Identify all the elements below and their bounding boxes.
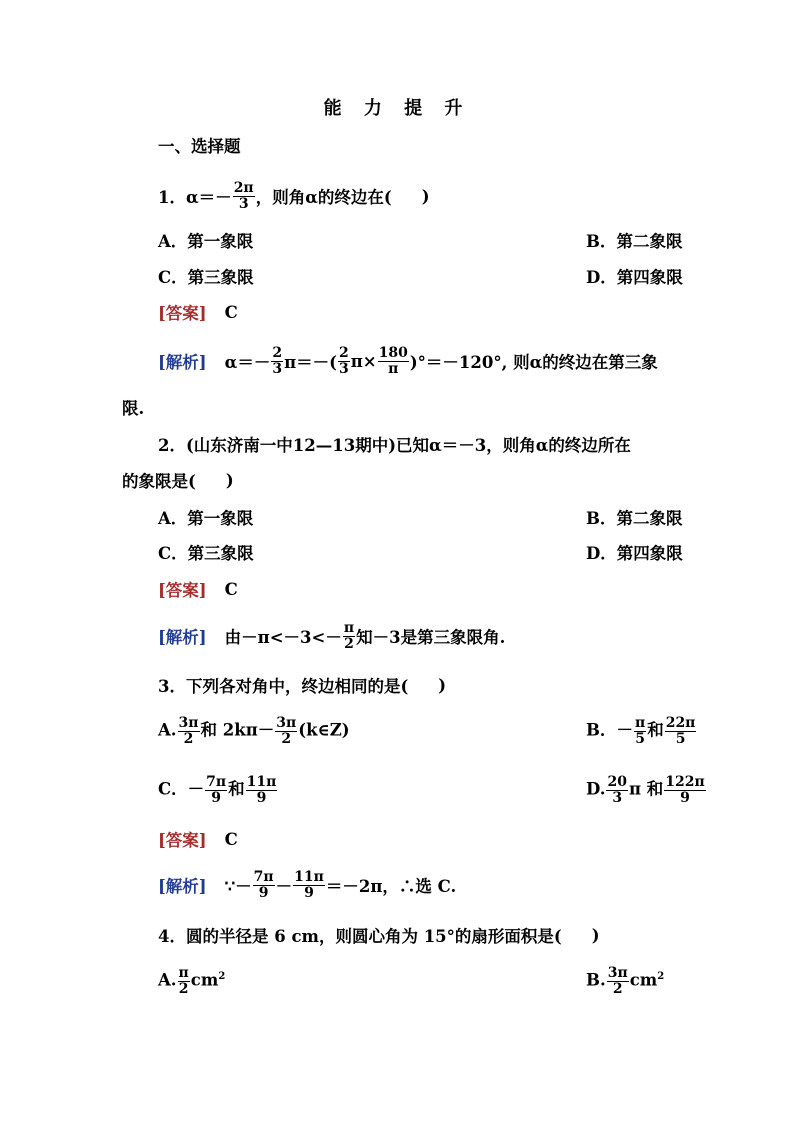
section-heading: 一、选择题	[158, 137, 241, 156]
question-2-options-row2	[158, 535, 683, 569]
question-2-stem-cont: 的象限是( )	[122, 470, 234, 491]
question-3-analysis: [解析] ∵－ $\frac{7\pi}{9}$ － $\frac{11\pi}{9}$ ＝－2π，∴选 C.	[158, 868, 457, 901]
option-d: D. $\frac{20}{3}$ π 和 $\frac{122\pi}{9}$	[586, 773, 705, 806]
question-1-answer	[158, 295, 680, 329]
analysis-label: [解析]	[158, 353, 207, 372]
fraction: $\frac{7\pi}{9}$	[253, 868, 274, 901]
answer-label: [答案]	[158, 304, 207, 323]
question-1-options-row2	[158, 259, 683, 293]
question-4-options-row1	[158, 960, 680, 1002]
question-2-options-row1	[158, 500, 683, 534]
option-b: B．第二象限	[586, 232, 683, 251]
answer-label: [答案]	[158, 831, 207, 850]
fraction: $\frac{2}{3}$	[272, 344, 283, 377]
option-a: A．第一象限	[158, 232, 254, 251]
fraction: $\frac{11\pi}{9}$	[294, 868, 324, 901]
option-b: B．第二象限	[586, 509, 683, 528]
fraction: $\frac{2}{3}$	[338, 344, 349, 377]
answer-value: C	[224, 302, 238, 322]
question-3-answer	[158, 822, 680, 856]
question-3-options-row1	[158, 710, 696, 752]
option-d: D．第四象限	[586, 544, 683, 563]
question-3-options-row2	[158, 769, 705, 811]
option-a: A．第一象限	[158, 509, 254, 528]
analysis-label: [解析]	[158, 628, 207, 647]
question-1-analysis: [解析] α＝－ $\frac{2}{3}$ π＝－( $\frac{2}{3}$ π× $\frac{180}{\pi}$ )°＝－120°, 则α的终边在第三象	[158, 344, 658, 377]
fraction: $\frac{\pi}{2}$	[343, 619, 355, 652]
question-2-answer	[158, 572, 680, 606]
option-d: D．第四象限	[586, 268, 683, 287]
answer-value: C	[224, 829, 238, 849]
analysis-label: [解析]	[158, 877, 207, 896]
question-1-analysis-cont: 限.	[122, 399, 145, 418]
page-title: 能 力 提 升	[323, 98, 471, 119]
question-4-stem: 4．圆的半径是 6 cm，则圆心角为 15°的扇形面积是( )	[158, 925, 600, 946]
option-c: C．第三象限	[158, 268, 254, 287]
fraction: $\frac{180}{\pi}$	[378, 344, 408, 377]
fraction: $\frac{2\pi}{3}$	[233, 179, 254, 212]
option-c: C．－ $\frac{7\pi}{9}$ 和 $\frac{11\pi}{9}$	[158, 773, 277, 806]
option-c: C．第三象限	[158, 544, 254, 563]
question-1-stem: 1． α＝－ $\frac{2\pi}{3}$ ，则角α的终边在( )	[158, 179, 430, 212]
option-a: A. $\frac{3\pi}{2}$ 和 2kπ－ $\frac{3\pi}{2}$ (k∈Z)	[158, 714, 350, 747]
question-3-stem: 3．下列各对角中，终边相同的是( )	[158, 675, 447, 696]
answer-value: C	[224, 579, 238, 599]
option-a: A. $\frac{\pi}{2}$ $cm^2$	[158, 964, 226, 997]
option-b: B. $\frac{3\pi}{2}$ $cm^2$	[586, 964, 665, 997]
option-b: B．－ $\frac{\pi}{5}$ 和 $\frac{22\pi}{5}$	[586, 714, 696, 747]
question-2-analysis: [解析] 由－π<－3<－ $\frac{\pi}{2}$ 知－3是第三象限角.	[158, 619, 506, 652]
question-2-stem: 2．(山东济南一中12—13期中)已知α＝－3，则角α的终边所在	[158, 436, 631, 455]
question-1-options-row1	[158, 223, 683, 257]
answer-label: [答案]	[158, 581, 207, 600]
